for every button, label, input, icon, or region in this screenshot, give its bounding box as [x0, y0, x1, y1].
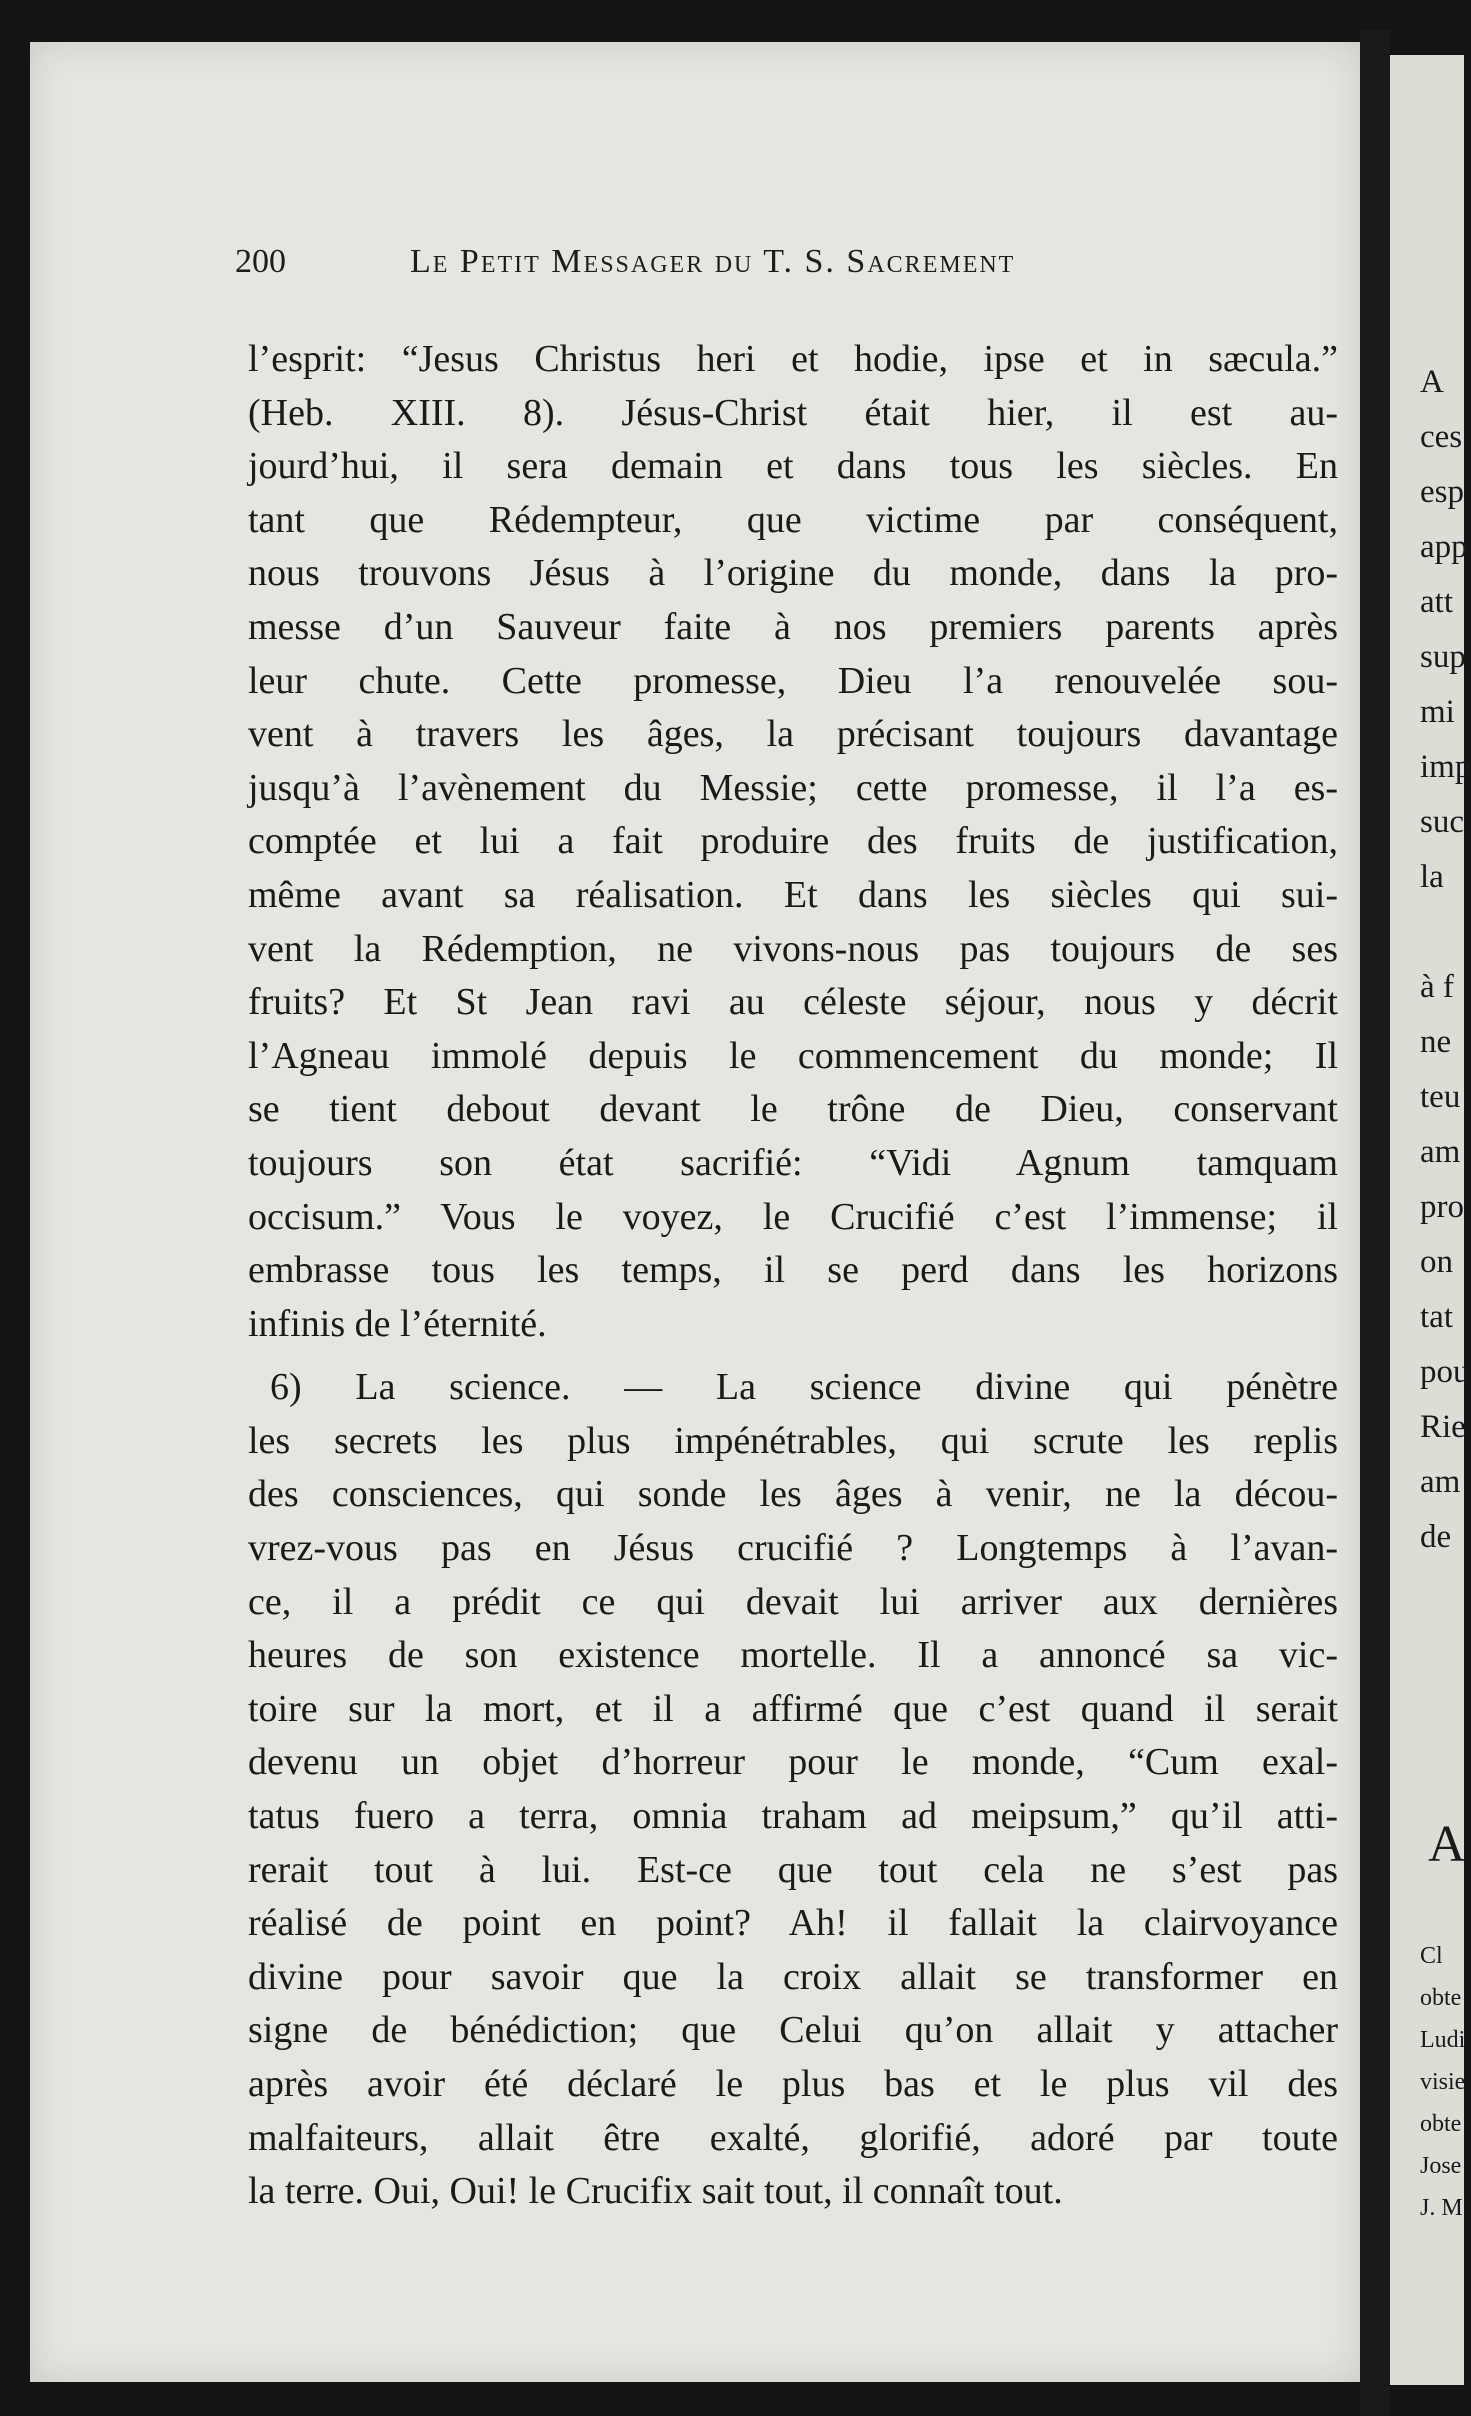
- text-line: l’esprit: “Jesus Christus heri et hodie, ipse et in sæcula.”: [248, 338, 1338, 380]
- text-line: signe de bénédiction; que Celui qu’on allait y attacher: [248, 2009, 1338, 2052]
- text-line: messe d’un Sauveur faite à nos premiers parents après: [248, 605, 1338, 648]
- text-line: jusqu’à l’avènement du Messie; cette promesse, il l’a es-: [248, 766, 1338, 809]
- text-line: toujours son état sacrifié: “Vidi Agnum tamquam: [248, 1141, 1338, 1184]
- facing-page-text-fragment: [1420, 905, 1471, 960]
- text-line: jourd’hui, il sera demain et dans tous les siècles. En: [248, 445, 1338, 488]
- text-line: toire sur la mort, et il a affirmé que c’est quand il serait: [248, 1687, 1338, 1730]
- text-line: se tient debout devant le trône de Dieu, conservant: [248, 1088, 1338, 1131]
- text-line: des consciences, qui sonde les âges à venir, ne la décou-: [248, 1473, 1338, 1516]
- page-header: [235, 243, 1185, 293]
- text-line: embrasse tous les temps, il se perd dans les horizons: [248, 1249, 1338, 1292]
- facing-page-lines: [1420, 355, 1471, 1565]
- text-line: les secrets les plus impénétrables, qui scrute les replis: [248, 1419, 1338, 1462]
- page-body: [248, 333, 1338, 2219]
- facing-page-text-fragment: obte: [1420, 1985, 1462, 2011]
- book-gutter: [1360, 30, 1390, 2416]
- text-line: même avant sa réalisation. Et dans les siècles qui sui-: [248, 873, 1338, 916]
- text-line: ce, il a prédit ce qui devait lui arriver aux dernières: [248, 1580, 1338, 1623]
- facing-page-text-fragment: la: [1420, 859, 1444, 895]
- page-number: 200: [235, 243, 286, 280]
- facing-page-text-fragment: pro: [1420, 1189, 1464, 1225]
- facing-page-text-fragment: mi: [1420, 694, 1455, 730]
- facing-page-text-fragment: de: [1420, 1519, 1452, 1555]
- text-line: infinis de l’éternité.: [248, 1302, 547, 1345]
- facing-page-text-fragment: à f: [1420, 969, 1454, 1005]
- text-line: fruits? Et St Jean ravi au céleste séjour, nous y décrit: [248, 981, 1338, 1024]
- text-line: leur chute. Cette promesse, Dieu l’a renouvelée sou-: [248, 659, 1338, 702]
- facing-page-heading-letter: A: [1428, 1816, 1466, 1873]
- facing-page-text-fragment: Jose: [1420, 2153, 1462, 2179]
- text-line: comptée et lui a fait produire des fruits de justification,: [248, 820, 1338, 863]
- text-line: (Heb. XIII. 8). Jésus-Christ était hier, il est au-: [248, 391, 1338, 434]
- running-head: Le Petit Messager du T. S. Sacrement: [410, 243, 1016, 280]
- facing-page-text-fragment: am: [1420, 1134, 1461, 1170]
- text-line: la terre. Oui, Oui! le Crucifix sait tout, il connaît tout.: [248, 2170, 1063, 2213]
- facing-page-text-fragment: am: [1420, 1464, 1461, 1500]
- text-line: rerait tout à lui. Est-ce que tout cela ne s’est pas: [248, 1848, 1338, 1891]
- text-line: réalisé de point en point? Ah! il fallait la clairvoyance: [248, 1902, 1338, 1945]
- facing-page-text-fragment: J. M: [1420, 2195, 1463, 2221]
- text-line: vent la Rédemption, ne vivons-nous pas toujours de ses: [248, 927, 1338, 970]
- facing-page-text-fragment: esp: [1420, 474, 1464, 510]
- text-line: heures de son existence mortelle. Il a annoncé sa vic-: [248, 1634, 1338, 1677]
- text-line: vrez-vous pas en Jésus crucifié ? Longtemps à l’avan-: [248, 1527, 1338, 1570]
- facing-page-text-fragment: on: [1420, 1244, 1453, 1280]
- facing-page-text-fragment: ces: [1420, 419, 1463, 455]
- text-line: nous trouvons Jésus à l’origine du monde, dans la pro-: [248, 552, 1338, 595]
- facing-page-text-fragment: tat: [1420, 1299, 1453, 1335]
- facing-page-footnotes: [1420, 1935, 1465, 2229]
- facing-page-text-fragment: obte: [1420, 2111, 1462, 2137]
- text-line: 6) La science. — La science divine qui pénètre: [270, 1366, 1338, 1409]
- text-line: l’Agneau immolé depuis le commencement du monde; Il: [248, 1034, 1338, 1077]
- text-line: divine pour savoir que la croix allait se transformer en: [248, 1955, 1338, 1998]
- facing-page-text-fragment: att: [1420, 584, 1453, 620]
- text-line: devenu un objet d’horreur pour le monde, “Cum exal-: [248, 1741, 1338, 1784]
- text-line: tant que Rédempteur, que victime par conséquent,: [248, 498, 1338, 541]
- facing-page-text-fragment: Rie: [1420, 1409, 1466, 1445]
- facing-page-fragment: [1390, 55, 1471, 2385]
- text-line: après avoir été déclaré le plus bas et le plus vil des: [248, 2063, 1338, 2105]
- text-line: vent à travers les âges, la précisant toujours davantage: [248, 713, 1338, 756]
- facing-page-text-fragment: app: [1420, 529, 1468, 565]
- text-line: malfaiteurs, allait être exalté, glorifié, adoré par toute: [248, 2116, 1338, 2159]
- facing-page-text-fragment: sup: [1420, 639, 1466, 675]
- facing-page-text-fragment: A: [1420, 364, 1444, 400]
- paragraph-1: [248, 333, 1338, 1351]
- facing-page-text-fragment: visie: [1420, 2069, 1466, 2095]
- facing-page-text-fragment: suc: [1420, 804, 1464, 840]
- facing-page-text-fragment: Ludi: [1420, 2027, 1466, 2053]
- facing-page-text-fragment: pou: [1420, 1354, 1470, 1390]
- paragraph-2: [248, 1361, 1338, 2219]
- facing-page-text-fragment: teu: [1420, 1079, 1461, 1115]
- facing-page-text-fragment: imp: [1420, 749, 1471, 785]
- text-line: occisum.” Vous le voyez, le Crucifié c’est l’immense; il: [248, 1195, 1338, 1238]
- text-line: tatus fuero a terra, omnia traham ad meipsum,” qu’il atti-: [248, 1795, 1338, 1838]
- facing-page-text-fragment: ne: [1420, 1024, 1452, 1060]
- facing-page-text-fragment: Cl: [1420, 1943, 1443, 1969]
